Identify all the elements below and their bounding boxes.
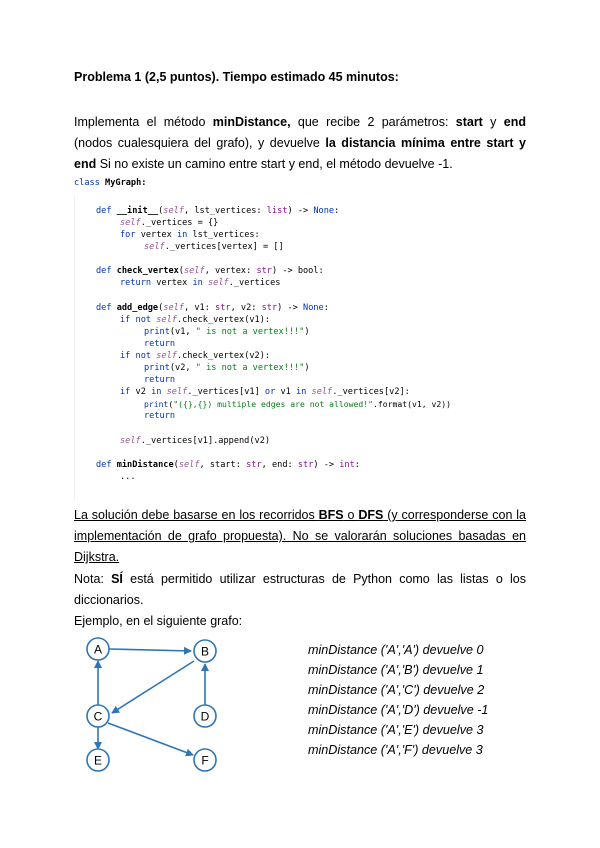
code-line bbox=[120, 230, 260, 240]
intro-text: y bbox=[482, 115, 504, 129]
code-token: def bbox=[96, 206, 117, 216]
code-token: str bbox=[261, 303, 278, 313]
note-text: está permitido utilizar estructuras de Python como las listas o los diccionarios. bbox=[74, 572, 526, 607]
code-line bbox=[120, 472, 136, 482]
node-label: F bbox=[201, 753, 209, 768]
node-label: B bbox=[200, 644, 210, 659]
edge-a-b bbox=[109, 649, 191, 651]
code-line bbox=[144, 327, 310, 337]
code-token: : bbox=[323, 303, 329, 313]
code-token: ) -> bbox=[313, 460, 340, 470]
code-token: if not bbox=[120, 351, 152, 361]
problem-title: Problema 1 (2,5 puntos). Tiempo estimado 45 minutos: bbox=[74, 70, 399, 84]
code-token: None bbox=[313, 206, 335, 216]
node-f bbox=[194, 749, 216, 771]
code-token: : bbox=[354, 460, 360, 470]
code-line bbox=[144, 399, 451, 409]
code-token: or bbox=[264, 387, 276, 397]
code-line bbox=[120, 218, 218, 228]
code-token: ( bbox=[158, 206, 164, 216]
code-token: add_edge bbox=[116, 303, 159, 313]
example-intro: Ejemplo, en el siguiente grafo: bbox=[74, 614, 243, 628]
code-token: , vertex: bbox=[204, 266, 257, 276]
code-token: .check_vertex(v1): bbox=[176, 315, 271, 325]
code-line bbox=[120, 278, 280, 288]
code-token: in bbox=[176, 230, 188, 240]
code-token: , v2: bbox=[230, 303, 262, 313]
code-token: ._vertices bbox=[228, 278, 281, 288]
solution-note bbox=[74, 505, 526, 568]
code-line bbox=[96, 460, 360, 470]
code-line bbox=[120, 315, 270, 325]
edge-b-c bbox=[112, 661, 194, 713]
note-bold: DFS bbox=[358, 508, 384, 522]
code-token: return bbox=[144, 339, 176, 349]
code-token: str bbox=[246, 460, 262, 470]
example-graph bbox=[74, 636, 244, 772]
code-indent-guide bbox=[74, 195, 75, 501]
code-token: ) bbox=[304, 363, 310, 373]
result-line: minDistance ('A','E') devuelve 3 bbox=[308, 723, 484, 737]
code-token: ... bbox=[120, 472, 136, 482]
code-token: MyGraph: bbox=[99, 178, 147, 188]
code-token: ._vertices[v1] bbox=[187, 387, 265, 397]
code-token: for bbox=[120, 230, 136, 240]
code-token: "({},{}) multiple edges are not allowed!" bbox=[173, 399, 374, 409]
code-line bbox=[96, 303, 329, 313]
code-token: __init__ bbox=[116, 206, 159, 216]
result-line: minDistance ('A','A') devuelve 0 bbox=[308, 643, 484, 657]
code-token: .check_vertex(v2): bbox=[176, 351, 271, 361]
problem-statement bbox=[74, 112, 526, 175]
code-token: " is not a vertex!!!" bbox=[195, 327, 305, 337]
code-token: None bbox=[303, 303, 324, 313]
code-token: if not bbox=[120, 315, 152, 325]
code-token: int bbox=[339, 460, 355, 470]
intro-bold: end bbox=[503, 115, 526, 129]
code-line bbox=[120, 436, 270, 446]
code-token: self bbox=[178, 460, 200, 470]
code-listing bbox=[74, 175, 526, 503]
code-token: , start: bbox=[199, 460, 247, 470]
note-text: (y corresponderse con la implementación de grafo propuesta). No se valorarán soluciones basadas en Dijkstra. bbox=[74, 508, 526, 564]
code-line bbox=[74, 178, 146, 188]
code-token: self bbox=[311, 387, 333, 397]
node-a bbox=[87, 638, 109, 660]
code-token: print bbox=[144, 399, 169, 409]
code-token: ._vertices[v1].append(v2) bbox=[140, 436, 271, 446]
code-token: .format(v1, v2)) bbox=[373, 399, 452, 409]
note-text: Nota: bbox=[74, 572, 112, 586]
code-token: self bbox=[144, 242, 165, 252]
intro-bold: minDistance, bbox=[212, 115, 291, 129]
code-token: ( bbox=[158, 303, 164, 313]
code-token: vertex bbox=[151, 278, 193, 288]
code-token: self bbox=[156, 315, 177, 325]
intro-text: (nodos cualesquiera del grafo), y devuelve bbox=[74, 136, 326, 150]
code-token: list bbox=[266, 206, 288, 216]
edge-c-f bbox=[108, 723, 193, 755]
code-token: ) -> bbox=[287, 206, 314, 216]
code-token: " is not a vertex!!!" bbox=[195, 363, 305, 373]
code-token: return bbox=[120, 278, 152, 288]
note-text: o bbox=[343, 508, 359, 522]
code-token: : bbox=[334, 206, 340, 216]
code-line bbox=[120, 387, 410, 397]
python-note bbox=[74, 569, 526, 611]
code-line bbox=[96, 266, 324, 276]
code-token: self bbox=[120, 436, 141, 446]
code-token: self bbox=[120, 218, 141, 228]
code-line bbox=[144, 339, 175, 349]
code-token: print bbox=[144, 363, 170, 373]
code-token: ) -> bbox=[277, 303, 304, 313]
code-token: self bbox=[163, 303, 184, 313]
code-token: str bbox=[215, 303, 231, 313]
code-token: , lst_vertices: bbox=[184, 206, 267, 216]
code-token: ._vertices[vertex] = [] bbox=[164, 242, 284, 252]
node-e bbox=[87, 749, 109, 771]
code-token: self bbox=[166, 387, 188, 397]
code-token: vertex bbox=[135, 230, 177, 240]
code-token: in bbox=[295, 387, 307, 397]
code-token: check_vertex bbox=[116, 266, 179, 276]
code-token: if bbox=[120, 387, 131, 397]
code-token: print bbox=[144, 327, 170, 337]
node-c bbox=[87, 705, 109, 727]
intro-bold: start bbox=[455, 115, 483, 129]
code-token: def bbox=[96, 303, 117, 313]
code-line bbox=[120, 351, 270, 361]
code-token: def bbox=[96, 460, 117, 470]
code-token: , end: bbox=[261, 460, 298, 470]
note-bold: BFS bbox=[318, 508, 344, 522]
code-token: str bbox=[297, 460, 314, 470]
code-token: (v1, bbox=[169, 327, 196, 337]
result-line: minDistance ('A','C') devuelve 2 bbox=[308, 683, 485, 697]
result-line: minDistance ('A','B') devuelve 1 bbox=[308, 663, 484, 677]
code-token: self bbox=[183, 266, 205, 276]
intro-text: que recibe 2 parámetros: bbox=[290, 115, 456, 129]
result-line: minDistance ('A','F') devuelve 3 bbox=[308, 743, 483, 757]
code-token: str bbox=[256, 266, 272, 276]
code-token: return bbox=[144, 411, 176, 421]
code-line bbox=[144, 375, 175, 385]
code-token: ) -> bool: bbox=[271, 266, 324, 276]
code-token: def bbox=[96, 266, 117, 276]
code-token: , v1: bbox=[184, 303, 216, 313]
node-d bbox=[194, 705, 216, 727]
code-token: ( bbox=[173, 460, 179, 470]
node-label: A bbox=[93, 642, 103, 657]
code-line bbox=[144, 411, 175, 421]
code-token: class bbox=[74, 178, 100, 188]
result-line: minDistance ('A','D') devuelve -1 bbox=[308, 703, 489, 717]
code-token: ( bbox=[168, 399, 174, 409]
code-token: lst_vertices: bbox=[187, 230, 260, 240]
code-line bbox=[96, 206, 339, 216]
intro-text: Si no existe un camino entre start y end, el método devuelve -1. bbox=[96, 157, 453, 171]
intro-bold: la distancia mínima entre start y end bbox=[74, 136, 526, 171]
code-token: v1 bbox=[275, 387, 296, 397]
code-token: ._vertices[v2]: bbox=[332, 387, 410, 397]
note-text: La solución debe basarse en los recorridos bbox=[74, 508, 319, 522]
code-token: (v2, bbox=[169, 363, 196, 373]
code-token: self bbox=[156, 351, 177, 361]
node-b bbox=[194, 640, 216, 662]
node-label: D bbox=[200, 709, 210, 724]
code-token: v2 bbox=[130, 387, 152, 397]
note-bold: SÍ bbox=[111, 572, 123, 586]
node-label: C bbox=[93, 709, 103, 724]
code-token: ) bbox=[304, 327, 310, 337]
code-token: ( bbox=[178, 266, 184, 276]
code-token: in bbox=[151, 387, 162, 397]
code-token: minDistance bbox=[116, 460, 174, 470]
code-line bbox=[144, 242, 284, 252]
node-label: E bbox=[93, 753, 103, 768]
intro-text: Implementa el método bbox=[74, 115, 213, 129]
code-token: return bbox=[144, 375, 176, 385]
code-line bbox=[144, 363, 310, 373]
code-token: in bbox=[192, 278, 203, 288]
code-token: self bbox=[208, 278, 229, 288]
code-token: self bbox=[163, 206, 184, 216]
code-token: ._vertices = {} bbox=[140, 218, 219, 228]
